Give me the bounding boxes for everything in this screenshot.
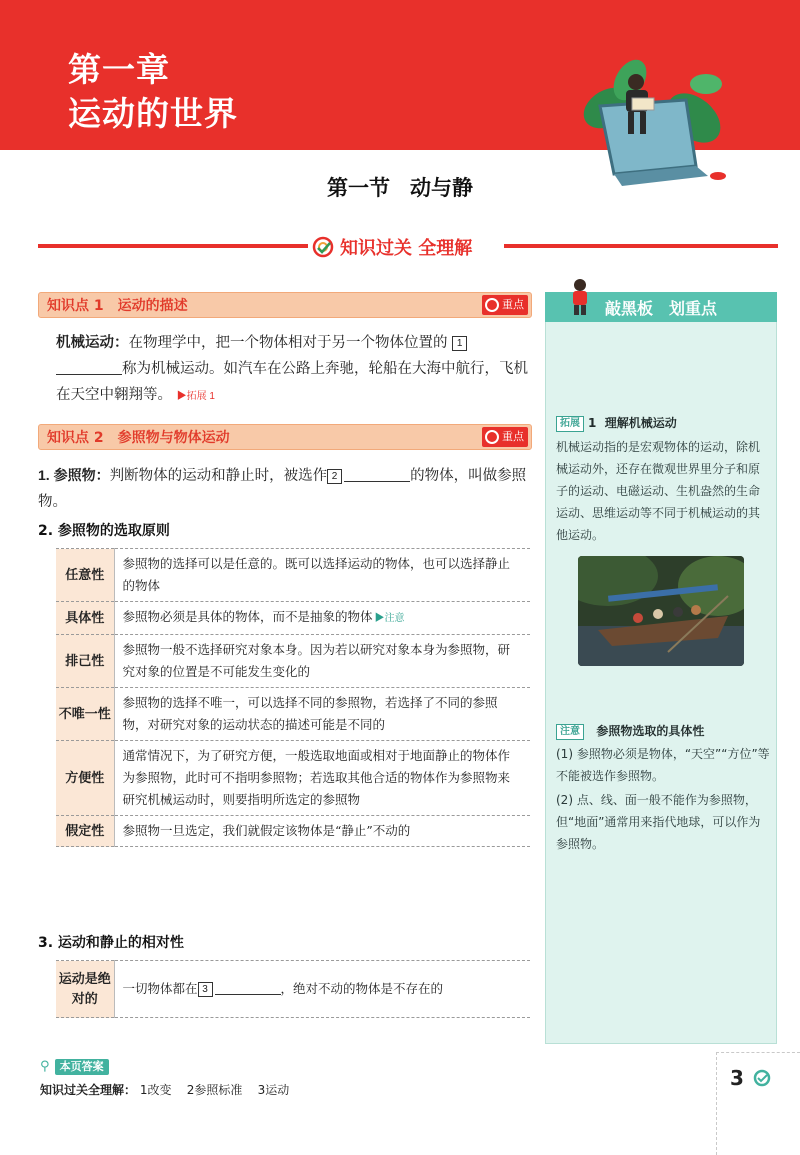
blank-number-3: 3 <box>198 982 213 997</box>
kp2-item1-label: 1. 参照物： <box>38 467 110 483</box>
principle-key: 具体性 <box>56 602 114 635</box>
kp2-item2-heading: 2. 参照物的选取原则 <box>38 523 170 539</box>
principle-text: 参照物的选择不唯一，可以选择不同的参照物，若选择了不同的参照物，对研究对象的运动状态的描述可能是不同的 <box>122 695 498 732</box>
principle-row <box>56 741 530 816</box>
principles-table <box>56 548 530 847</box>
banner-label: 知识过关 全理解 <box>340 238 473 259</box>
key-icon: ⚲ <box>40 1059 50 1074</box>
principle-row <box>56 602 530 635</box>
principle-row <box>56 635 530 688</box>
relativity-key: 运动是绝对的 <box>56 961 114 1018</box>
principle-text: 参照物一般不选择研究对象本身。因为若以研究对象本身为参照物，研究对象的位置是不可能发生变化的 <box>122 642 511 679</box>
banner-rule-right <box>500 244 778 248</box>
answers-header <box>40 1055 710 1075</box>
principle-text-cell <box>114 741 530 816</box>
answer-blank-2 <box>344 468 410 482</box>
extension-tag: 拓展 <box>556 416 584 432</box>
answer-blank-1 <box>56 361 122 375</box>
blank-number-1: 1 <box>452 336 467 351</box>
kp1-term: 机械运动： <box>56 334 129 351</box>
principle-row <box>56 688 530 741</box>
page-number-text: 3 <box>730 1066 744 1090</box>
extension-text: 机械运动指的是宏观物体的运动，除机械运动外，还存在微观世界里分子和原子的运动、电磁运动、生机盎然的生命运动、思维运动等不同于机械运动的其他运动。 <box>556 440 761 542</box>
answer-item-1: 1改变 <box>139 1083 172 1097</box>
principle-row <box>56 549 530 602</box>
section-title <box>0 172 800 202</box>
note-item-2: (2) 点、线、面一般不能作为参照物，但“地面”通常用来指代地球，可以作为参照物。 <box>556 793 761 851</box>
answers-footer <box>40 1055 710 1098</box>
target-icon <box>312 236 334 258</box>
extension-link-1[interactable]: ▶拓展 1 <box>176 391 215 402</box>
kp1-text-a: 在物理学中，把一个物体相对于另一个物体位置的 <box>128 335 448 351</box>
kp1-key-badge: 重点 <box>482 295 528 315</box>
sidebar-title: 敲黑板 划重点 <box>604 298 717 318</box>
section-name: 动与静 <box>410 175 473 200</box>
answer-item-2: 2参照标准 <box>186 1083 243 1097</box>
sidebar-note <box>556 722 770 855</box>
principle-key: 假定性 <box>56 816 114 847</box>
principles-table-body <box>56 549 530 847</box>
answers-tag: 本页答案 <box>55 1059 109 1075</box>
relativity-text-a: 一切物体都在 <box>122 981 198 996</box>
relativity-text-b: ，绝对不动的物体是不存在的 <box>280 981 444 996</box>
page-number <box>730 1066 773 1090</box>
blank-number-2: 2 <box>327 469 342 484</box>
chapter-heading <box>68 48 238 136</box>
relativity-text <box>114 961 530 1018</box>
answer-blank-3 <box>215 981 281 995</box>
answers-label: 知识过关全理解： <box>40 1083 137 1097</box>
kp2-title: 知识点 2 参照物与物体运动 <box>47 430 230 446</box>
kp1-title: 知识点 1 运动的描述 <box>47 298 188 314</box>
extension-number: 1 <box>588 416 597 430</box>
principle-text-cell <box>114 816 530 847</box>
kp2-item1 <box>38 462 532 515</box>
note-tag: 注意 <box>556 724 584 740</box>
chapter-number: 第一章 <box>68 50 170 89</box>
answer-item-3: 3运动 <box>257 1083 290 1097</box>
principle-key: 方便性 <box>56 741 114 816</box>
principle-text-cell <box>114 688 530 741</box>
relativity-row <box>56 961 530 1018</box>
principle-text-cell <box>114 635 530 688</box>
note-heading <box>556 722 770 740</box>
extension-title: 理解机械运动 <box>604 416 677 430</box>
kp2-item1-paragraph <box>38 462 532 515</box>
kp2-item1-text-a: 判断物体的运动和静止时，被选作 <box>109 468 328 484</box>
boat-photo <box>578 556 744 666</box>
extension-heading <box>556 414 770 432</box>
principle-text: 参照物的选择可以是任意的。既可以选择运动的物体，也可以选择静止的物体 <box>122 556 511 593</box>
note-title: 参照物选取的具体性 <box>596 724 705 738</box>
principle-key: 任意性 <box>56 549 114 602</box>
principle-text: 参照物必须是具体的物体，而不是抽象的物体 <box>122 609 373 624</box>
sidebar-extension <box>556 414 770 546</box>
principle-text: 通常情况下，为了研究方便，一般选取地面或相对于地面静止的物体作为参照物，此时可不指明参照物；若选取其他合适的物体作为参照物来研究机械运动时，则要指明所选定的参照物 <box>122 748 511 807</box>
kp2-key-badge: 重点 <box>482 427 528 447</box>
principle-text-cell <box>114 549 530 602</box>
boat-photo-image <box>578 556 744 666</box>
principle-key: 不唯一性 <box>56 688 114 741</box>
kp2-item3-heading: 3. 运动和静止的相对性 <box>38 935 184 951</box>
note-item-1: (1) 参照物必须是物体，“天空”“方位”等不能被选作参照物。 <box>556 747 770 783</box>
page-corner-icon <box>751 1069 773 1087</box>
kp2-header <box>38 424 532 450</box>
relativity-table <box>56 960 530 1018</box>
principle-text: 参照物一旦选定，我们就假定该物体是“静止”不动的 <box>122 823 411 838</box>
kp1-text-b: 称为机械运动。如汽车在公路上奔驰，轮船在大海中航行，飞机在天空中翱翔等。 <box>56 361 528 403</box>
kp1-body <box>56 330 532 410</box>
answers-line <box>40 1081 710 1098</box>
kp1-paragraph <box>56 330 532 410</box>
section-number: 第一节 <box>327 175 390 200</box>
sidebar-panel <box>545 292 777 1044</box>
banner-rule-left <box>38 244 310 248</box>
principle-key: 排己性 <box>56 635 114 688</box>
note-link[interactable]: ▶注意 <box>374 613 405 624</box>
principle-row <box>56 816 530 847</box>
kp2-item1-text-b: 的物体，叫做参照物。 <box>38 468 527 510</box>
knowledge-banner <box>308 232 504 262</box>
chapter-title: 运动的世界 <box>68 94 238 133</box>
reading-illustration <box>578 48 728 188</box>
teacher-icon <box>566 278 596 316</box>
principle-text-cell <box>114 602 530 635</box>
kp1-header <box>38 292 532 318</box>
